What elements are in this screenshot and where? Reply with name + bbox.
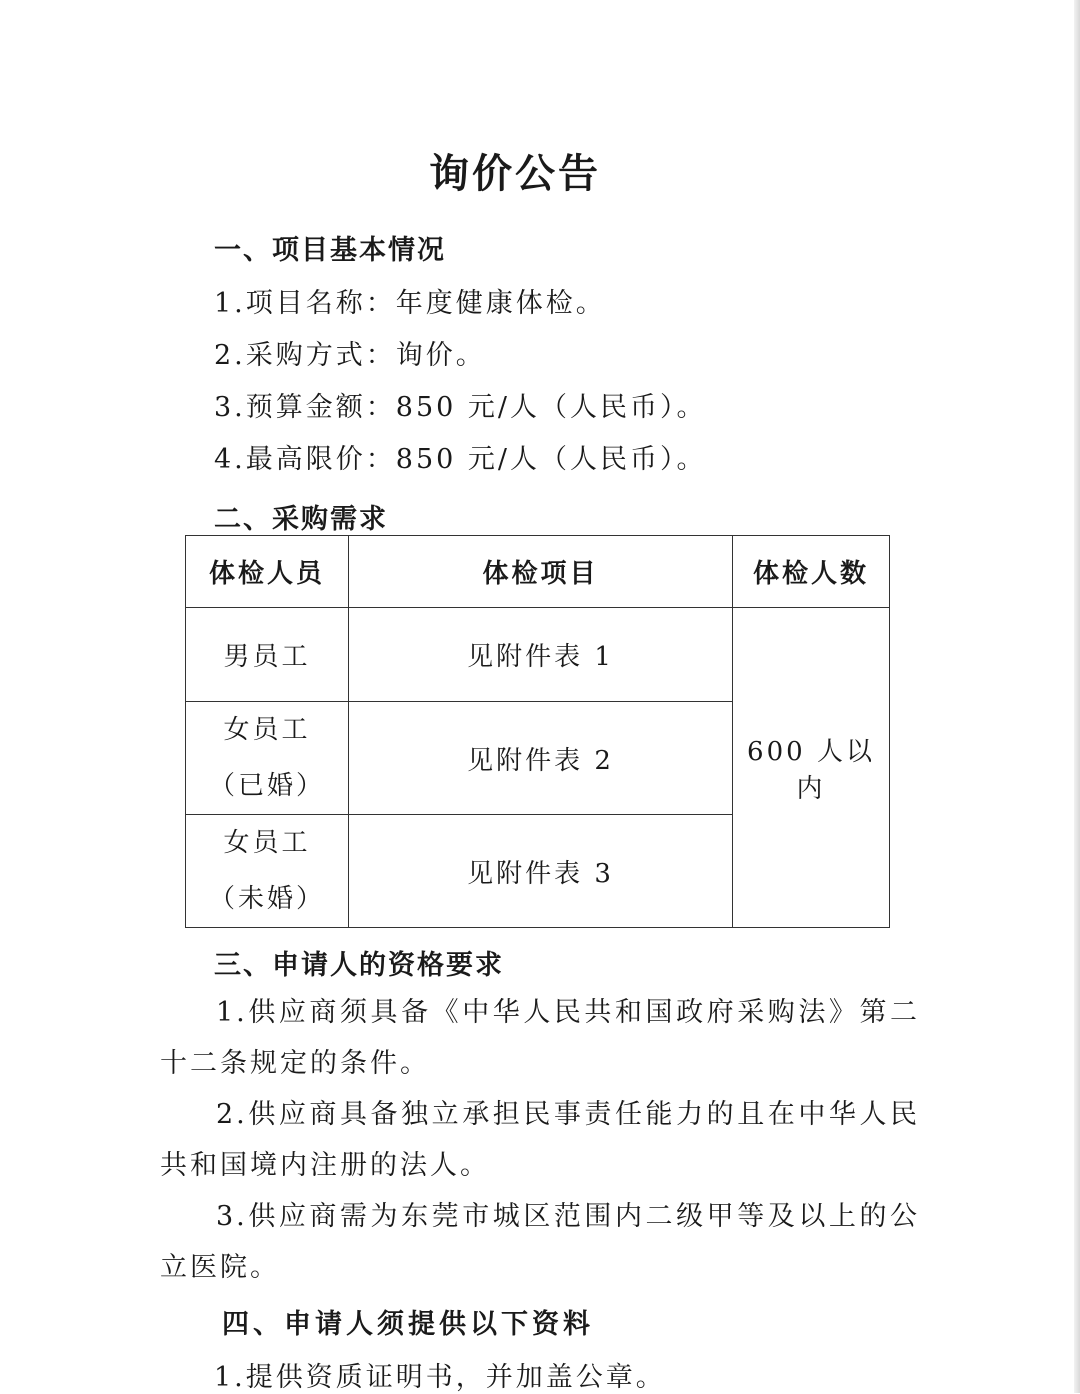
items-cell: 见附件表 3 — [349, 815, 733, 928]
section3-heading: 三、申请人的资格要求 — [214, 950, 504, 981]
qualification-2: 2.供应商具备独立承担民事责任能力的且在中华人民共和国境内注册的法人。 — [160, 1099, 920, 1181]
section2-heading: 二、采购需求 — [214, 504, 388, 535]
person-cell — [186, 702, 349, 815]
project-name-line: 1.项目名称：年度健康体检。 — [214, 288, 606, 319]
page-edge — [1074, 0, 1080, 1393]
requirements-table — [185, 535, 890, 928]
qualification-3: 3.供应商需为东莞市城区范围内二级甲等及以上的公立医院。 — [160, 1201, 920, 1283]
header-person: 体检人员 — [186, 536, 349, 608]
budget-line: 3.预算金额：850 元/人（人民币）。 — [214, 392, 707, 423]
qualification-1: 1.供应商须具备《中华人民共和国政府采购法》第二十二条规定的条件。 — [160, 997, 920, 1079]
table-row — [186, 608, 890, 702]
table-header-row — [186, 536, 890, 608]
section1-heading: 一、项目基本情况 — [214, 235, 446, 266]
section4-heading: 四、申请人须提供以下资料 — [222, 1309, 594, 1340]
max-price-line: 4.最高限价：850 元/人（人民币）。 — [214, 444, 707, 475]
header-items: 体检项目 — [349, 536, 733, 608]
person-status: （未婚） — [208, 884, 325, 914]
person-status: （已婚） — [208, 771, 325, 801]
header-count: 体检人数 — [733, 536, 890, 608]
person-cell — [186, 815, 349, 928]
count-cell: 600 人以内 — [733, 608, 890, 928]
items-cell: 见附件表 1 — [349, 608, 733, 702]
person-line: 女员工 — [223, 828, 311, 858]
items-cell: 见附件表 2 — [349, 702, 733, 815]
materials-1: 1.提供资质证明书，并加盖公章。 — [214, 1362, 666, 1393]
person-line: 女员工 — [223, 715, 311, 745]
procurement-method-line: 2.采购方式：询价。 — [214, 340, 486, 371]
page-title: 询价公告 — [429, 151, 601, 197]
person-cell: 男员工 — [186, 608, 349, 702]
